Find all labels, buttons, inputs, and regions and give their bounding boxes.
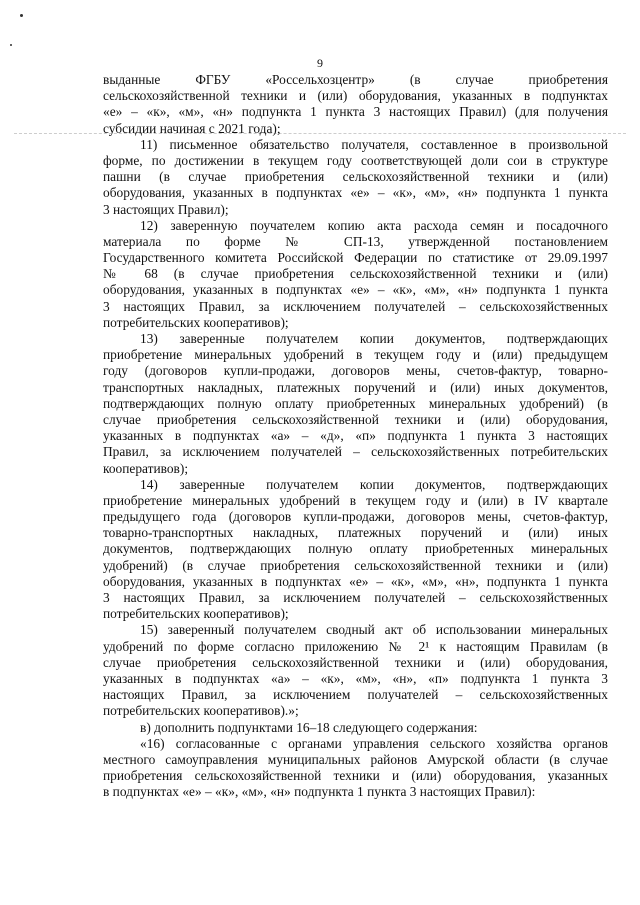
text-line: предыдущего года (договоров купли-продажи, договоров мены, счетов-фактур, — [103, 509, 608, 525]
text-line: 15) заверенный получателем сводный акт об использовании минеральных — [140, 622, 608, 638]
text-line: случае приобретения сельскохозяйственной техники и (или) оборудования, — [103, 654, 608, 670]
text-line: удобрений) (в случае приобретения сельскохозяйственной техники и (или) — [103, 557, 608, 573]
document-body — [103, 72, 608, 800]
text-line: указанных в подпунктах «а» – «д», «п» подпункта 1 пункта 3 настоящих — [103, 428, 608, 444]
text-line: товарно-транспортных накладных, платежных поручений и (или) иных — [103, 525, 608, 541]
text-line: материала по форме № СП-13, утвержденной постановлением — [103, 233, 608, 249]
text-line: пашни (в случае приобретения сельскохозяйственной техники и (или) — [103, 169, 608, 185]
text-line: удобрений по форме согласно приложению № 2¹ к настоящим Правилам (в — [103, 638, 608, 654]
text-line: местного самоуправления муниципальных районов Амурской области (в случае — [103, 751, 608, 767]
text-line: «16) согласованные с органами управления сельского хозяйства органов — [140, 735, 608, 751]
text-line: подтверждающих полную оплату приобретенных минеральных удобрений) (в — [103, 395, 608, 411]
text-line: кооперативов); — [103, 460, 189, 476]
text-line: потребительских кооперативов).»; — [103, 703, 299, 719]
scan-speck — [10, 44, 12, 46]
text-line: в) дополнить подпунктами 16–18 следующего содержания: — [140, 719, 478, 735]
text-line: 11) письменное обязательство получателя, составленное в произвольной — [140, 136, 608, 152]
text-line: в подпунктах «е» – «к», «м», «н» подпункта 1 пункта 3 настоящих Правил): — [103, 784, 536, 800]
text-line: транспортных накладных, платежных поручений и (или) иных документов, — [103, 379, 608, 395]
text-line: № 68 (в случае приобретения сельскохозяйственной техники и (или) — [103, 266, 608, 282]
text-line: 3 настоящих Правил); — [103, 201, 229, 217]
text-line: Правил, за исключением получателей – сельскохозяйственных потребительских — [103, 444, 608, 460]
text-line: выданные ФГБУ «Россельхозцентр» (в случае приобретения — [103, 72, 608, 87]
text-line: году (договоров купли-продажи, договоров мены, счетов-фактур, товарно- — [103, 363, 608, 379]
text-line: сельскохозяйственной техники и (или) оборудования, указанных в подпунктах — [103, 88, 608, 104]
text-line: форме, по достижении в текущем году соответствующей доли сои в структуре — [103, 152, 608, 168]
text-line: потребительских кооперативов); — [103, 606, 289, 622]
page-number: 9 — [317, 56, 323, 70]
text-line: 3 настоящих Правил, за исключением получателей – сельскохозяйственных — [103, 590, 608, 605]
text-line: приобретение минеральных удобрений в текущем году и (или) предыдущем — [103, 347, 608, 363]
text-line: потребительских кооперативов); — [103, 314, 289, 330]
scan-speck — [20, 14, 23, 17]
text-line: субсидии начиная с 2021 года); — [103, 120, 281, 136]
text-line: случае приобретения сельскохозяйственной техники и (или) оборудования, — [103, 411, 608, 427]
text-line: «е» – «к», «м», «н» подпункта 1 пункта 3 настоящих Правил) (для получения — [103, 104, 608, 120]
text-line: приобретения сельскохозяйственной техники и (или) оборудования, указанных — [103, 768, 608, 784]
text-line: приобретение минеральных удобрений в текущем году и (или) в IV квартале — [103, 492, 608, 508]
text-line: оборудования, указанных в подпунктах «е» – «к», «м», «н» подпункта 1 пункта — [103, 185, 608, 201]
text-line: 13) заверенные получателем копии документов, подтверждающих — [140, 331, 608, 346]
text-line: Государственного комитета Российской Федерации по статистике от 29.09.1997 — [103, 250, 608, 266]
text-line: 12) заверенную поучателем копию акта расхода семян и посадочного — [140, 217, 608, 233]
text-line: настоящих Правил, за исключением получателей – сельскохозяйственных — [103, 687, 608, 703]
text-line: 14) заверенные получателем копии документов, подтверждающих — [140, 476, 608, 492]
text-line: указанных в подпунктах «а» – «к», «м», «н», «п» подпункта 1 пункта 3 — [103, 670, 608, 686]
text-line: 3 настоящих Правил, за исключением получателей – сельскохозяйственных — [103, 298, 608, 314]
text-line: оборудования, указанных в подпунктах «е» – «к», «м», «н», подпункта 1 пункта — [103, 573, 608, 589]
text-line: оборудования, указанных в подпунктах «е» – «к», «м», «н» подпункта 1 пункта — [103, 282, 608, 298]
text-line: документов, подтверждающих полную оплату приобретенных минеральных — [103, 541, 608, 557]
